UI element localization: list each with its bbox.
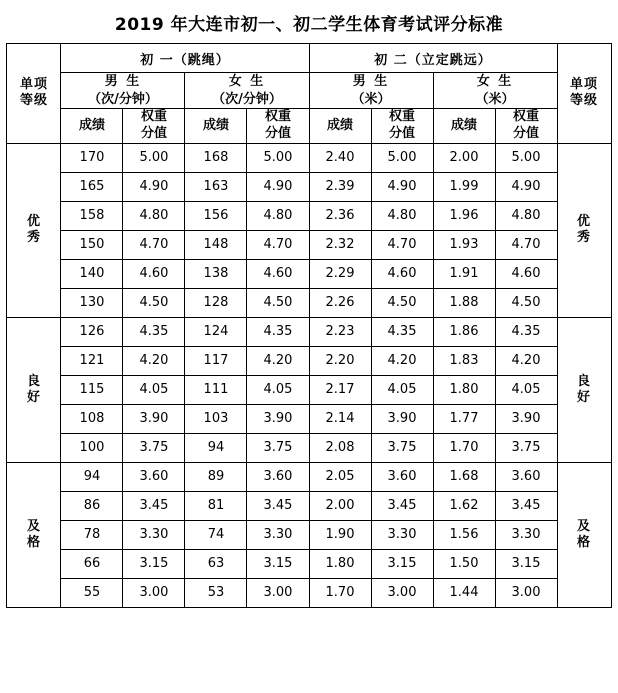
grade1-girls-weight-cell: 3.75	[247, 433, 309, 462]
grade2-boys-weight-cell: 5.00	[371, 143, 433, 172]
grade2-boys-score-cell: 1.90	[309, 520, 371, 549]
grade2-girls-score-cell: 1.99	[433, 172, 495, 201]
grade2-girls-score-cell: 1.50	[433, 549, 495, 578]
grade2-girls-score-cell: 1.91	[433, 259, 495, 288]
rank-label-char: 优	[577, 214, 592, 230]
table-row	[7, 230, 611, 259]
grade1-boys-weight-cell: 3.00	[123, 578, 185, 607]
grade2-boys-weight-cell: 4.50	[371, 288, 433, 317]
grade2-girls-weight-cell: 3.90	[495, 404, 557, 433]
grade1-girls-weight-cell: 4.05	[247, 375, 309, 404]
grade2-boys-weight-cell: 4.70	[371, 230, 433, 259]
grade1-boys-score-cell: 100	[61, 433, 123, 462]
grade2-group-header: 初 二（立定跳远）	[309, 44, 557, 73]
grade1-girls-score-cell: 94	[185, 433, 247, 462]
grade1-boys-score-cell: 86	[61, 491, 123, 520]
table-row	[7, 462, 611, 491]
grade2-boys-score-cell: 2.36	[309, 201, 371, 230]
grade1-girls-header-line1: 女 生	[228, 74, 266, 89]
rank-label-char: 好	[577, 389, 592, 405]
grade2-boys-score-cell: 2.05	[309, 462, 371, 491]
grade2-girls-header	[433, 73, 557, 109]
grade2-boys-score-cell: 2.20	[309, 346, 371, 375]
grade2-boys-weight-cell: 3.00	[371, 578, 433, 607]
grade1-girls-score-cell: 81	[185, 491, 247, 520]
grade2-boys-weight-cell: 3.15	[371, 549, 433, 578]
grade1-boys-score-cell: 94	[61, 462, 123, 491]
grade1-boys-score-cell: 121	[61, 346, 123, 375]
table-row	[7, 433, 611, 462]
grade2-girls-weight-cell: 3.60	[495, 462, 557, 491]
grade1-girls-weight-cell: 5.00	[247, 143, 309, 172]
grade2-girls-weight-cell: 3.45	[495, 491, 557, 520]
rank-label-char: 及	[577, 518, 592, 534]
grade2-girls-score-cell: 1.93	[433, 230, 495, 259]
grade2-boys-score-cell: 2.08	[309, 433, 371, 462]
rank-label-char: 良	[577, 373, 592, 389]
grade1-boys-header-line1: 男 生	[104, 74, 142, 89]
grade2-girls-score-cell: 1.68	[433, 462, 495, 491]
grade2-boys-score-cell: 2.00	[309, 491, 371, 520]
grade1-girls-score-cell: 168	[185, 143, 247, 172]
table-header-gender-row	[7, 73, 611, 109]
grade1-girls-score-cell: 74	[185, 520, 247, 549]
grade1-girls-weight-cell: 3.60	[247, 462, 309, 491]
grade1-boys-weight-cell: 3.45	[123, 491, 185, 520]
grade1-boys-weight-cell: 3.90	[123, 404, 185, 433]
weight-header-line1: 权重	[388, 109, 415, 125]
grade1-boys-weight-cell: 3.30	[123, 520, 185, 549]
rank-label-left	[7, 143, 61, 317]
grade2-boys-weight-cell: 4.20	[371, 346, 433, 375]
grade2-boys-weight-cell: 4.60	[371, 259, 433, 288]
grade2-boys-weight-cell: 3.75	[371, 433, 433, 462]
rank-label-char: 秀	[26, 230, 41, 246]
grade2-girls-score-cell: 1.44	[433, 578, 495, 607]
grade1-girls-weight-cell: 4.70	[247, 230, 309, 259]
rank-label-char: 好	[26, 389, 41, 405]
grade2-boys-score-cell: 2.32	[309, 230, 371, 259]
grade2-boys-weight-cell: 4.90	[371, 172, 433, 201]
grade1-boys-weight-cell: 3.75	[123, 433, 185, 462]
grade1-girls-score-cell: 117	[185, 346, 247, 375]
grade1-boys-score-header: 成绩	[61, 109, 123, 144]
right-rank-header-line1: 单项	[570, 77, 599, 93]
grade2-boys-score-cell: 2.40	[309, 143, 371, 172]
grade1-girls-weight-cell: 3.45	[247, 491, 309, 520]
rank-label-right	[557, 317, 611, 462]
grade1-girls-score-cell: 128	[185, 288, 247, 317]
grade1-girls-header-line2: （次/分钟）	[212, 91, 282, 107]
grade1-girls-score-cell: 156	[185, 201, 247, 230]
grade1-boys-score-cell: 130	[61, 288, 123, 317]
table-row	[7, 288, 611, 317]
rank-label-left	[7, 462, 61, 607]
grade2-boys-score-cell: 2.14	[309, 404, 371, 433]
grade1-boys-weight-header	[123, 109, 185, 144]
grade1-boys-score-cell: 170	[61, 143, 123, 172]
grade2-girls-score-cell: 1.88	[433, 288, 495, 317]
grade1-boys-weight-cell: 3.15	[123, 549, 185, 578]
grade1-girls-score-cell: 103	[185, 404, 247, 433]
grade2-girls-weight-cell: 4.80	[495, 201, 557, 230]
grade2-girls-weight-cell: 4.90	[495, 172, 557, 201]
weight-header-line2: 分值	[264, 125, 291, 141]
grade2-boys-header-line2: （米）	[351, 91, 391, 107]
grade2-girls-weight-cell: 4.50	[495, 288, 557, 317]
left-rank-header-line1: 单项	[19, 77, 48, 93]
table-row	[7, 346, 611, 375]
table-row	[7, 172, 611, 201]
grade2-girls-weight-cell: 4.60	[495, 259, 557, 288]
grade1-girls-score-header: 成绩	[185, 109, 247, 144]
weight-header-line2: 分值	[513, 125, 540, 141]
rank-label-char: 格	[26, 534, 41, 550]
grade2-girls-header-line2: （米）	[475, 91, 515, 107]
rank-label-char: 优	[26, 214, 41, 230]
grade2-girls-score-header: 成绩	[433, 109, 495, 144]
grade1-boys-score-cell: 150	[61, 230, 123, 259]
grade2-boys-score-cell: 2.26	[309, 288, 371, 317]
table-row	[7, 375, 611, 404]
grade2-boys-weight-cell: 4.05	[371, 375, 433, 404]
grade2-girls-weight-cell: 4.05	[495, 375, 557, 404]
grade1-girls-weight-cell: 4.35	[247, 317, 309, 346]
table-header-metric-row	[7, 109, 611, 144]
grade1-boys-weight-cell: 4.20	[123, 346, 185, 375]
weight-header-line2: 分值	[388, 125, 415, 141]
table-header-group-row	[7, 44, 611, 73]
grade2-boys-weight-cell: 3.90	[371, 404, 433, 433]
grade1-group-header: 初 一（跳绳）	[61, 44, 309, 73]
grade2-girls-score-cell: 1.83	[433, 346, 495, 375]
grade2-girls-weight-cell: 3.30	[495, 520, 557, 549]
grade1-boys-score-cell: 165	[61, 172, 123, 201]
grade2-boys-weight-cell: 3.60	[371, 462, 433, 491]
table-row	[7, 317, 611, 346]
grade1-girls-score-cell: 163	[185, 172, 247, 201]
rank-label-char: 及	[26, 518, 41, 534]
page-title: 2019 年大连市初一、初二学生体育考试评分标准	[114, 15, 504, 35]
grade2-girls-weight-cell: 4.70	[495, 230, 557, 259]
grade2-girls-score-cell: 1.62	[433, 491, 495, 520]
grade2-boys-weight-cell: 4.80	[371, 201, 433, 230]
table-row	[7, 143, 611, 172]
grade2-boys-weight-cell: 4.35	[371, 317, 433, 346]
weight-header-line1: 权重	[264, 109, 291, 125]
grade2-boys-score-cell: 2.39	[309, 172, 371, 201]
grade1-girls-weight-cell: 4.80	[247, 201, 309, 230]
grade1-boys-score-cell: 115	[61, 375, 123, 404]
grade1-boys-score-cell: 66	[61, 549, 123, 578]
grade2-boys-weight-cell: 3.45	[371, 491, 433, 520]
rank-label-left	[7, 317, 61, 462]
grade2-boys-weight-header	[371, 109, 433, 144]
grade1-boys-weight-cell: 4.90	[123, 172, 185, 201]
grade1-boys-weight-cell: 4.05	[123, 375, 185, 404]
grade2-boys-header-line1: 男 生	[352, 74, 390, 89]
table-row	[7, 491, 611, 520]
rank-label-char: 格	[577, 534, 592, 550]
grade2-boys-score-cell: 2.23	[309, 317, 371, 346]
grade1-boys-header	[61, 73, 185, 109]
table-row	[7, 549, 611, 578]
grade2-boys-score-cell: 2.17	[309, 375, 371, 404]
grade2-girls-header-line1: 女 生	[476, 74, 514, 89]
grade1-boys-score-cell: 126	[61, 317, 123, 346]
table-row	[7, 578, 611, 607]
grade2-girls-weight-cell: 3.15	[495, 549, 557, 578]
grade1-girls-score-cell: 124	[185, 317, 247, 346]
grade1-boys-weight-cell: 4.80	[123, 201, 185, 230]
table-row	[7, 259, 611, 288]
weight-header-line1: 权重	[140, 109, 167, 125]
grade2-girls-weight-cell: 4.35	[495, 317, 557, 346]
grade1-boys-weight-cell: 5.00	[123, 143, 185, 172]
grade1-girls-weight-cell: 3.15	[247, 549, 309, 578]
grade2-girls-score-cell: 1.70	[433, 433, 495, 462]
grade2-girls-score-cell: 1.96	[433, 201, 495, 230]
grade1-girls-weight-cell: 4.90	[247, 172, 309, 201]
grade1-boys-weight-cell: 4.50	[123, 288, 185, 317]
rank-label-char: 良	[26, 373, 41, 389]
grade1-boys-weight-cell: 4.70	[123, 230, 185, 259]
grade2-girls-weight-cell: 4.20	[495, 346, 557, 375]
grade1-girls-header	[185, 73, 309, 109]
grade1-boys-weight-cell: 4.35	[123, 317, 185, 346]
left-rank-header	[7, 44, 61, 144]
grade2-girls-weight-header	[495, 109, 557, 144]
grade1-boys-score-cell: 78	[61, 520, 123, 549]
weight-header-line1: 权重	[513, 109, 540, 125]
grade1-boys-score-cell: 158	[61, 201, 123, 230]
grade1-girls-weight-cell: 4.20	[247, 346, 309, 375]
grade1-girls-score-cell: 148	[185, 230, 247, 259]
grade2-girls-score-cell: 1.86	[433, 317, 495, 346]
grade2-girls-score-cell: 1.80	[433, 375, 495, 404]
grade2-boys-score-cell: 2.29	[309, 259, 371, 288]
grade2-boys-header	[309, 73, 433, 109]
grade1-boys-score-cell: 55	[61, 578, 123, 607]
table-row	[7, 201, 611, 230]
right-rank-header-line2: 等级	[570, 93, 599, 109]
grade2-girls-score-cell: 1.56	[433, 520, 495, 549]
grade1-girls-score-cell: 89	[185, 462, 247, 491]
rank-label-char: 秀	[577, 230, 592, 246]
grade2-girls-score-cell: 1.77	[433, 404, 495, 433]
score-standard-table	[6, 43, 611, 608]
right-rank-header	[557, 44, 611, 144]
left-rank-header-line2: 等级	[19, 93, 48, 109]
grade2-girls-weight-cell: 3.75	[495, 433, 557, 462]
rank-label-right	[557, 462, 611, 607]
grade1-girls-score-cell: 111	[185, 375, 247, 404]
table-row	[7, 404, 611, 433]
grade1-boys-header-line2: （次/分钟）	[88, 91, 158, 107]
grade1-girls-weight-cell: 4.50	[247, 288, 309, 317]
grade2-boys-score-header: 成绩	[309, 109, 371, 144]
grade1-girls-score-cell: 53	[185, 578, 247, 607]
grade2-boys-weight-cell: 3.30	[371, 520, 433, 549]
grade2-girls-score-cell: 2.00	[433, 143, 495, 172]
grade1-girls-weight-cell: 3.00	[247, 578, 309, 607]
grade2-girls-weight-cell: 3.00	[495, 578, 557, 607]
grade1-girls-score-cell: 138	[185, 259, 247, 288]
grade1-girls-score-cell: 63	[185, 549, 247, 578]
grade1-girls-weight-header	[247, 109, 309, 144]
weight-header-line2: 分值	[140, 125, 167, 141]
grade1-boys-score-cell: 140	[61, 259, 123, 288]
grade1-girls-weight-cell: 3.30	[247, 520, 309, 549]
grade1-girls-weight-cell: 3.90	[247, 404, 309, 433]
table-row	[7, 520, 611, 549]
grade1-boys-weight-cell: 3.60	[123, 462, 185, 491]
grade1-boys-weight-cell: 4.60	[123, 259, 185, 288]
grade2-boys-score-cell: 1.70	[309, 578, 371, 607]
grade1-girls-weight-cell: 4.60	[247, 259, 309, 288]
grade2-girls-weight-cell: 5.00	[495, 143, 557, 172]
grade2-boys-score-cell: 1.80	[309, 549, 371, 578]
grade1-boys-score-cell: 108	[61, 404, 123, 433]
rank-label-right	[557, 143, 611, 317]
